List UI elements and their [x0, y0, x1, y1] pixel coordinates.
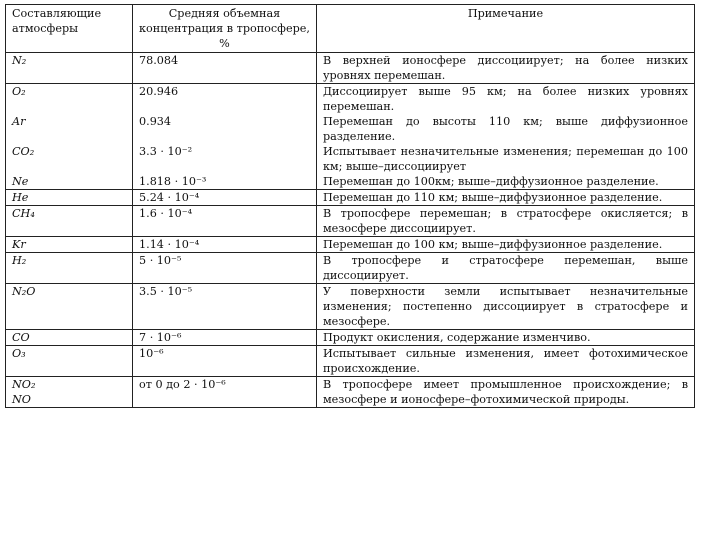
table-row [6, 174, 695, 190]
component-cell: H₂ [6, 253, 133, 284]
note-cell: Диссоциирует выше 95 км; на более низких уровнях перемешан. [316, 84, 694, 115]
concentration-cell: 7 · 10⁻⁶ [133, 330, 317, 346]
note-cell: Перемешан до 100 км; выше–диффузионное разделение. [316, 237, 694, 253]
concentration-cell: 5 · 10⁻⁵ [133, 253, 317, 284]
concentration-cell: 1.6 · 10⁻⁴ [133, 206, 317, 237]
component-cell: O₂ [6, 84, 133, 115]
concentration-cell: 1.818 · 10⁻³ [133, 174, 317, 190]
note-cell: Испытывает сильные изменения, имеет фотохимическое происхождение. [316, 346, 694, 377]
component-cell: Ne [6, 174, 133, 190]
concentration-cell: 5.24 · 10⁻⁴ [133, 190, 317, 206]
concentration-cell: 3.3 · 10⁻² [133, 144, 317, 174]
table-row [6, 253, 695, 284]
note-cell: Перемешан до высоты 110 км; выше диффузионное разделение. [316, 114, 694, 144]
component-cell: Ar [6, 114, 133, 144]
component-cell: CO [6, 330, 133, 346]
note-cell: В верхней ионосфере диссоциирует; на более низких уровнях перемешан. [316, 53, 694, 84]
component-cell: He [6, 190, 133, 206]
table-row [6, 206, 695, 237]
table-row [6, 284, 695, 330]
note-cell: Перемешан до 110 км; выше–диффузионное разделение. [316, 190, 694, 206]
component-cell: N₂ [6, 53, 133, 84]
table-row [6, 144, 695, 174]
note-cell: Продукт окисления, содержание изменчиво. [316, 330, 694, 346]
note-cell: Перемешан до 100км; выше–диффузионное разделение. [316, 174, 694, 190]
component-cell: CH₄ [6, 206, 133, 237]
concentration-cell: 10⁻⁶ [133, 346, 317, 377]
concentration-cell: 1.14 · 10⁻⁴ [133, 237, 317, 253]
table-row [6, 84, 695, 115]
concentration-cell: 3.5 · 10⁻⁵ [133, 284, 317, 330]
component-cell: CO₂ [6, 144, 133, 174]
table-row [6, 190, 695, 206]
note-cell: В тропосфере имеет промышленное происхождение; в мезосфере и ионосфере–фотохимической природы. [316, 377, 694, 408]
concentration-cell: 0.934 [133, 114, 317, 144]
component-cell: NO₂ NO [6, 377, 133, 408]
concentration-cell: 78.084 [133, 53, 317, 84]
concentration-cell: от 0 до 2 · 10⁻⁶ [133, 377, 317, 408]
header-note: Примечание [316, 5, 694, 53]
note-cell: Испытывает незначительные изменения; перемешан до 100 км; выше–диссоциирует [316, 144, 694, 174]
concentration-cell: 20.946 [133, 84, 317, 115]
table-row [6, 377, 695, 408]
table-row [6, 53, 695, 84]
header-component: Составляющие атмосферы [6, 5, 133, 53]
note-cell: В тропосфере и стратосфере перемешан, выше диссоциирует. [316, 253, 694, 284]
component-cell: Kr [6, 237, 133, 253]
note-cell: В тропосфере перемешан; в стратосфере окисляется; в мезосфере диссоциирует. [316, 206, 694, 237]
header-concentration: Средняя объемная концентрация в тропосфере, % [133, 5, 317, 53]
table-row [6, 330, 695, 346]
table-row [6, 346, 695, 377]
table-row [6, 114, 695, 144]
component-cell: N₂O [6, 284, 133, 330]
component-cell: O₃ [6, 346, 133, 377]
note-cell: У поверхности земли испытывает незначительные изменения; постепенно диссоциирует в стратосфере и мезосфере. [316, 284, 694, 330]
atmosphere-composition-table [5, 4, 695, 408]
header-row [6, 5, 695, 53]
table-row [6, 237, 695, 253]
